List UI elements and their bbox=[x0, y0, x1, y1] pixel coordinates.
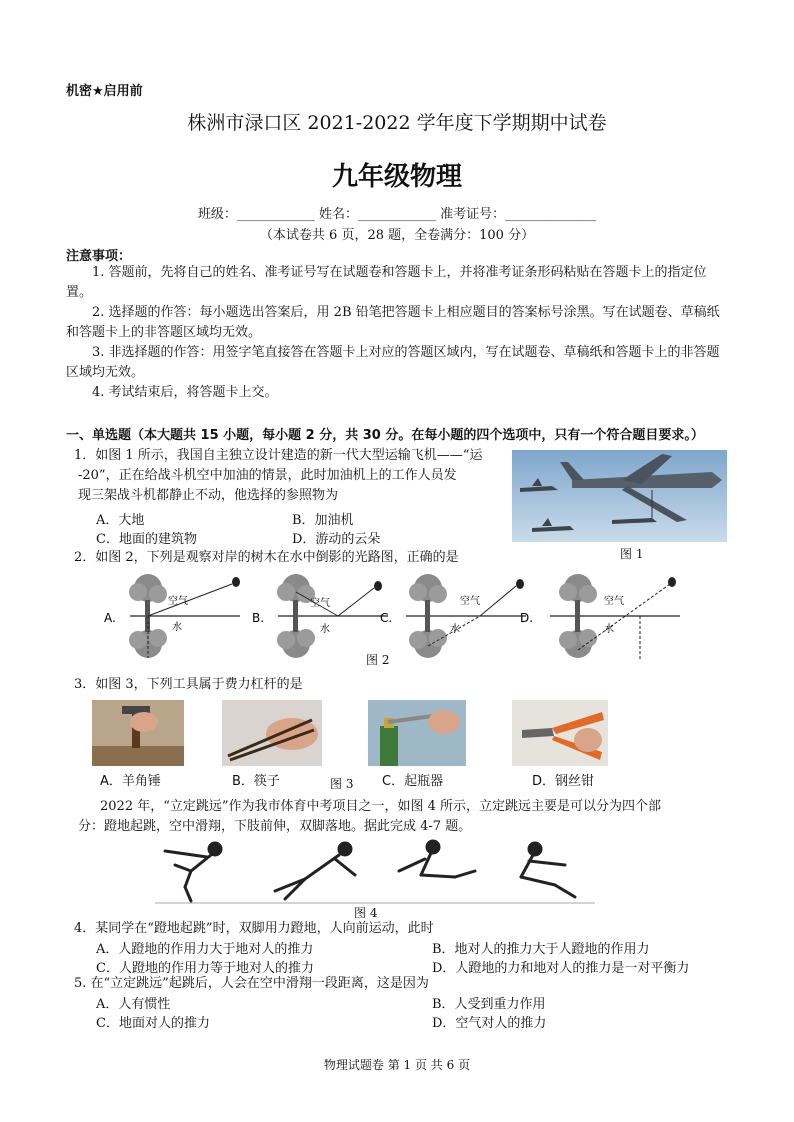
jump-stem-line1: 2022 年，“立定跳远”作为我市体育中考项目之一，如图 4 所示，立定跳远主要是可以分为四个部 bbox=[100, 799, 662, 814]
diagram-c bbox=[380, 574, 526, 658]
jump-stem-line2: 分：蹬地起跳，空中滑翔，下肢前伸，双脚落地。据此完成 4-7 题。 bbox=[78, 819, 472, 834]
diagram-a-label: A. bbox=[104, 611, 116, 625]
figure-3-caption: 图 3 bbox=[330, 777, 354, 791]
attention-item-1: 1. 答题前，先将自己的姓名、准考证号写在试题卷和答题卡上，并将准考证条形码粘贴在答题卡上的指定位置。 bbox=[66, 265, 707, 300]
figure-1-caption: 图 1 bbox=[620, 547, 644, 561]
student-info-line: 班级：____________ 姓名：____________ 准考证号：______________ bbox=[197, 207, 597, 222]
attention-title: 注意事项： bbox=[66, 249, 132, 264]
diagram-a-air: 空气 bbox=[168, 596, 188, 607]
figure-2-caption: 图 2 bbox=[366, 653, 390, 667]
q3-text: 3．如图 3，下列工具属于费力杠杆的是 bbox=[74, 677, 303, 692]
q5-text: 5. 在“立定跳远”起跳后，人会在空中滑翔一段距离，这是因为 bbox=[74, 976, 429, 991]
jump-stage-landing bbox=[521, 843, 575, 897]
attention-item-4: 4. 考试结束后，将答题卡上交。 bbox=[92, 385, 278, 400]
q1-option-c: C．地面的建筑物 bbox=[96, 532, 197, 547]
claw-hammer-image bbox=[92, 700, 184, 766]
jump-stage-glide bbox=[275, 843, 355, 899]
diagram-b-water: 水 bbox=[320, 624, 330, 635]
wire-pliers-image bbox=[512, 700, 608, 766]
q1-line1: 1．如图 1 所示，我国自主独立设计建造的新一代大型运输飞机——“运 bbox=[74, 448, 483, 463]
q2-text: 2．如图 2，下列是观察对岸的树木在水中倒影的光路图，正确的是 bbox=[74, 550, 459, 565]
bottle-opener-image bbox=[368, 700, 466, 766]
diagram-d bbox=[520, 574, 680, 660]
diagram-c-air: 空气 bbox=[460, 596, 480, 607]
figure-1-refueling-image bbox=[512, 450, 727, 542]
diagram-b-air: 空气 bbox=[310, 598, 330, 609]
q4-option-b: B．地对人的推力大于人蹬地的作用力 bbox=[432, 942, 650, 957]
q4-option-c: C．人蹬地的作用力等于地对人的推力 bbox=[96, 961, 314, 976]
diagram-b-label: B. bbox=[252, 611, 265, 625]
q1-line3: 现三架战斗机都静止不动，他选择的参照物为 bbox=[78, 488, 339, 503]
jump-stage-legs-extend bbox=[399, 841, 475, 877]
q4-text: 4．某同学在“蹬地起跳”时，双脚用力蹬地，人向前运动，此时 bbox=[74, 921, 434, 936]
q5-option-c: C．地面对人的推力 bbox=[96, 1016, 210, 1031]
attention-item-3: 3. 非选择题的作答：用签字笔直接答在答题卡上对应的答题区域内，写在试题卷、草稿纸和答题卡上的非答题区域均无效。 bbox=[66, 345, 720, 380]
diagram-b bbox=[252, 574, 388, 658]
diagram-d-air: 空气 bbox=[604, 596, 624, 607]
page-footer: 物理试题卷 第 1 页 共 6 页 bbox=[323, 1058, 471, 1072]
diagram-c-water: 水 bbox=[450, 624, 460, 635]
diagram-c-label: C. bbox=[380, 611, 393, 625]
q4-option-d: D．人蹬地的力和地对人的推力是一对平衡力 bbox=[432, 961, 690, 976]
q3-option-a: A．羊角锤 bbox=[100, 774, 161, 789]
q1-option-b: B．加油机 bbox=[292, 513, 354, 528]
diagram-d-water: 水 bbox=[604, 624, 614, 635]
diagram-d-label: D. bbox=[520, 611, 534, 625]
q1-line2: -20”，正在给战斗机空中加油的情景，此时加油机上的工作人员发 bbox=[78, 468, 457, 483]
jump-stage-takeoff bbox=[165, 843, 221, 901]
exam-note: （本试卷共 6 页，28 题，全卷满分：100 分） bbox=[259, 228, 535, 243]
q5-option-d: D．空气对人的推力 bbox=[432, 1016, 547, 1031]
q3-option-d: D．钢丝钳 bbox=[532, 774, 595, 789]
exam-title: 株洲市渌口区 2021-2022 学年度下学期期中试卷 bbox=[187, 112, 607, 134]
chopsticks-image bbox=[222, 700, 322, 766]
q1-option-a: A．大地 bbox=[96, 513, 145, 528]
section-heading: 一、单选题（本大题共 15 小题，每小题 2 分，共 30 分。在每小题的四个选项中，只有一个符合题目要求。） bbox=[66, 428, 704, 443]
figure-2-light-path-diagrams bbox=[100, 570, 690, 665]
q5-option-a: A．人有惯性 bbox=[96, 997, 171, 1012]
q1-option-d: D．游动的云朵 bbox=[292, 532, 381, 547]
diagram-a-water: 水 bbox=[172, 622, 182, 633]
attention-item-2: 2. 选择题的作答：每小题选出答案后，用 2B 铅笔把答题卡上相应题目的答案标号涂黑。写在试题卷、草稿纸和答题卡上的非答题区域均无效。 bbox=[66, 305, 720, 340]
q5-option-b: B．人受到重力作用 bbox=[432, 997, 546, 1012]
q3-option-b: B．筷子 bbox=[232, 774, 280, 789]
q3-option-c: C．起瓶器 bbox=[382, 774, 444, 789]
q4-option-a: A．人蹬地的作用力大于地对人的推力 bbox=[96, 942, 314, 957]
figure-4-long-jump-stages bbox=[155, 835, 595, 905]
confidential-mark: 机密★启用前 bbox=[66, 84, 143, 99]
subject-title: 九年级物理 bbox=[331, 162, 462, 192]
figure-4-caption: 图 4 bbox=[354, 906, 378, 920]
diagram-a bbox=[104, 574, 240, 658]
